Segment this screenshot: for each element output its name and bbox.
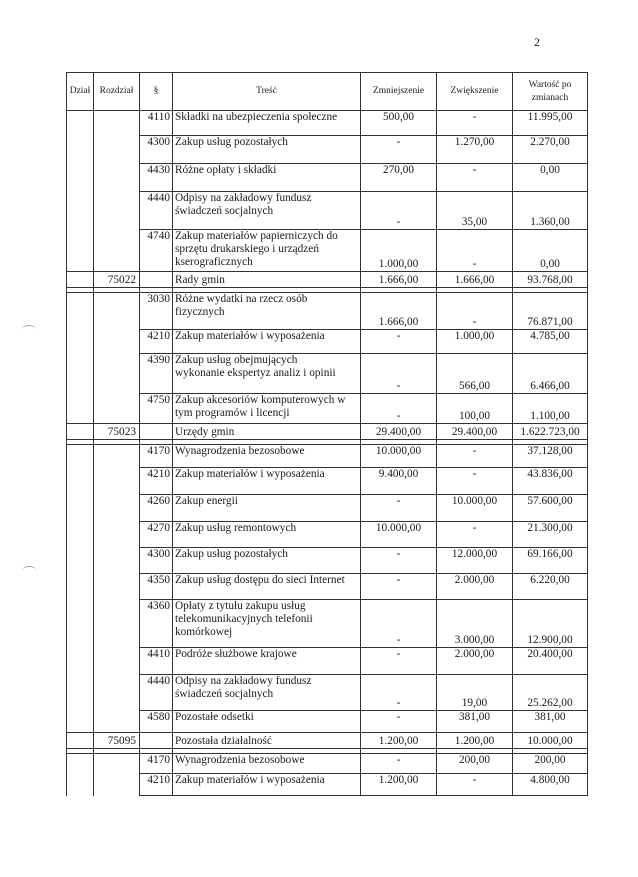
description-line: Zakup energii — [175, 495, 238, 507]
rozdzial-cell — [94, 111, 140, 136]
header-paragraf: § — [140, 73, 173, 111]
description-cell — [173, 424, 361, 440]
dzial-cell — [67, 164, 94, 192]
header-dzial: Dział — [67, 73, 94, 111]
zmniejszenie-cell: - — [361, 330, 437, 354]
description-cell — [173, 272, 361, 288]
paragraf-cell: 4440 — [140, 675, 173, 711]
rozdzial-cell — [94, 774, 140, 796]
description-cell — [173, 600, 361, 648]
description-cell — [173, 495, 361, 522]
table-row — [67, 354, 588, 394]
rozdzial-cell: 75022 — [94, 272, 140, 288]
header-zwiekszenie: Zwiększenie — [437, 73, 513, 111]
zwiekszenie-cell: 12.000,00 — [437, 548, 513, 574]
dzial-cell — [67, 733, 94, 749]
zwiekszenie-cell: 19,00 — [437, 675, 513, 711]
description-cell — [173, 648, 361, 675]
zwiekszenie-cell: - — [437, 445, 513, 468]
description-cell — [173, 754, 361, 774]
description-cell — [173, 230, 361, 272]
wartosc-cell: 25.262,00 — [513, 675, 588, 711]
description-line: Różne opłaty i składki — [175, 164, 277, 176]
description-line: Opłaty z tytułu zakupu usług — [175, 600, 306, 612]
description-line: Zakup materiałów i wyposażenia — [175, 330, 325, 342]
description-cell — [173, 574, 361, 600]
wartosc-cell: 76.871,00 — [513, 293, 588, 330]
zwiekszenie-cell: - — [437, 164, 513, 192]
rozdzial-cell — [94, 445, 140, 468]
zmniejszenie-cell: - — [361, 574, 437, 600]
description-cell — [173, 522, 361, 548]
header-wartosc: Wartość po zmianach — [513, 73, 588, 111]
description-cell — [173, 192, 361, 230]
description-line: telekomunikacyjnych telefonii — [175, 613, 313, 625]
zmniejszenie-cell: 500,00 — [361, 111, 437, 136]
zwiekszenie-cell: 2.000,00 — [437, 648, 513, 675]
description-line: Zakup materiałów i wyposażenia — [175, 774, 325, 786]
rozdzial-cell — [94, 192, 140, 230]
description-line: Urzędy gmin — [175, 426, 235, 438]
description-line: komórkowej — [175, 626, 233, 638]
dzial-cell — [67, 648, 94, 675]
zwiekszenie-cell: 1.000,00 — [437, 330, 513, 354]
wartosc-cell: 381,00 — [513, 711, 588, 733]
dzial-cell — [67, 754, 94, 774]
rozdzial-cell — [94, 330, 140, 354]
paragraf-cell: 4110 — [140, 111, 173, 136]
dzial-cell — [67, 111, 94, 136]
zwiekszenie-cell: 1.200,00 — [437, 733, 513, 749]
wartosc-cell: 11.995,00 — [513, 111, 588, 136]
chapter-summary-row — [67, 733, 588, 749]
rozdzial-cell — [94, 754, 140, 774]
description-line: Różne wydatki na rzecz osób — [175, 293, 308, 305]
zmniejszenie-cell: 1.666,00 — [361, 293, 437, 330]
zmniejszenie-cell: - — [361, 675, 437, 711]
zwiekszenie-cell: - — [437, 774, 513, 796]
description-line: Zakup akcesoriów komputerowych w — [175, 394, 346, 406]
wartosc-cell: 93.768,00 — [513, 272, 588, 288]
rozdzial-cell — [94, 495, 140, 522]
description-cell — [173, 733, 361, 749]
description-line: Zakup usług pozostałych — [175, 548, 288, 560]
wartosc-cell: 6.220,00 — [513, 574, 588, 600]
description-line: Pozostała działalność — [175, 735, 272, 747]
zwiekszenie-cell: - — [437, 468, 513, 495]
description-line: wykonanie ekspertyz analiz i opinii — [175, 367, 336, 379]
zmniejszenie-cell: 1.000,00 — [361, 230, 437, 272]
paragraf-cell: 4170 — [140, 445, 173, 468]
zwiekszenie-cell: 35,00 — [437, 192, 513, 230]
table-row — [67, 600, 588, 648]
description-cell — [173, 774, 361, 796]
dzial-cell — [67, 330, 94, 354]
description-line: Zakup usług pozostałych — [175, 136, 288, 148]
description-line: świadczeń socjalnych — [175, 205, 274, 217]
description-cell — [173, 330, 361, 354]
paragraf-cell: 4410 — [140, 648, 173, 675]
table-row — [67, 774, 588, 796]
chapter-summary-row — [67, 272, 588, 288]
zwiekszenie-cell: - — [437, 230, 513, 272]
wartosc-cell: 21.300,00 — [513, 522, 588, 548]
wartosc-cell: 37.128,00 — [513, 445, 588, 468]
paragraf-cell: 4750 — [140, 394, 173, 424]
description-line: świadczeń socjalnych — [175, 688, 274, 700]
table-body — [67, 111, 588, 796]
zmniejszenie-cell: - — [361, 354, 437, 394]
description-line: fizycznych — [175, 306, 225, 318]
zwiekszenie-cell: 1.666,00 — [437, 272, 513, 288]
scan-mark — [22, 325, 36, 334]
rozdzial-cell — [94, 574, 140, 600]
zmniejszenie-cell: 1.200,00 — [361, 774, 437, 796]
wartosc-cell: 0,00 — [513, 164, 588, 192]
zmniejszenie-cell: 9.400,00 — [361, 468, 437, 495]
description-line: Zakup materiałów papierniczych do — [175, 230, 338, 242]
dzial-cell — [67, 548, 94, 574]
wartosc-cell: 1.100,00 — [513, 394, 588, 424]
zwiekszenie-cell: - — [437, 293, 513, 330]
zmniejszenie-cell: - — [361, 600, 437, 648]
zmniejszenie-cell: 1.666,00 — [361, 272, 437, 288]
dzial-cell — [67, 774, 94, 796]
rozdzial-cell — [94, 293, 140, 330]
budget-table — [66, 72, 588, 796]
zmniejszenie-cell: 29.400,00 — [361, 424, 437, 440]
table-row — [67, 754, 588, 774]
paragraf-cell: 4210 — [140, 330, 173, 354]
header-tresc: Treść — [173, 73, 361, 111]
wartosc-cell: 57.600,00 — [513, 495, 588, 522]
description-line: Podróże służbowe krajowe — [175, 648, 297, 660]
table-row — [67, 522, 588, 548]
dzial-cell — [67, 468, 94, 495]
rozdzial-cell — [94, 548, 140, 574]
description-line: Wynagrodzenia bezosobowe — [175, 445, 305, 457]
table-row — [67, 468, 588, 495]
rozdzial-cell — [94, 468, 140, 495]
dzial-cell — [67, 272, 94, 288]
zwiekszenie-cell: 381,00 — [437, 711, 513, 733]
paragraf-cell: 4430 — [140, 164, 173, 192]
zmniejszenie-cell: - — [361, 495, 437, 522]
zmniejszenie-cell: - — [361, 754, 437, 774]
chapter-summary-row — [67, 424, 588, 440]
wartosc-cell: 0,00 — [513, 230, 588, 272]
zmniejszenie-cell: - — [361, 394, 437, 424]
zmniejszenie-cell: 10.000,00 — [361, 522, 437, 548]
description-line: Odpisy na zakładowy fundusz — [175, 675, 312, 687]
description-line: tym programów i licencji — [175, 407, 290, 419]
paragraf-cell — [140, 733, 173, 749]
wartosc-cell: 6.466,00 — [513, 354, 588, 394]
dzial-cell — [67, 424, 94, 440]
rozdzial-cell — [94, 164, 140, 192]
table-row — [67, 164, 588, 192]
table-row — [67, 394, 588, 424]
zwiekszenie-cell: 3.000,00 — [437, 600, 513, 648]
description-line: sprzętu drukarskiego i urządzeń — [175, 243, 319, 255]
description-cell — [173, 111, 361, 136]
zwiekszenie-cell: 1.270,00 — [437, 136, 513, 164]
table-row — [67, 293, 588, 330]
table-row — [67, 445, 588, 468]
zwiekszenie-cell: 200,00 — [437, 754, 513, 774]
zmniejszenie-cell: 10.000,00 — [361, 445, 437, 468]
description-cell — [173, 711, 361, 733]
description-line: Składki na ubezpieczenia społeczne — [175, 111, 338, 123]
description-line: Zakup usług remontowych — [175, 522, 297, 534]
table-row — [67, 330, 588, 354]
description-cell — [173, 354, 361, 394]
page-number: 2 — [534, 35, 540, 49]
table-row — [67, 548, 588, 574]
zmniejszenie-cell: - — [361, 711, 437, 733]
table-row — [67, 192, 588, 230]
wartosc-cell: 12.900,00 — [513, 600, 588, 648]
zmniejszenie-cell: - — [361, 136, 437, 164]
zmniejszenie-cell: 1.200,00 — [361, 733, 437, 749]
wartosc-cell: 4.800,00 — [513, 774, 588, 796]
scan-mark — [22, 566, 36, 575]
description-cell — [173, 445, 361, 468]
zmniejszenie-cell: - — [361, 192, 437, 230]
dzial-cell — [67, 192, 94, 230]
zmniejszenie-cell: - — [361, 548, 437, 574]
wartosc-cell: 4.785,00 — [513, 330, 588, 354]
description-cell — [173, 293, 361, 330]
description-cell — [173, 675, 361, 711]
paragraf-cell — [140, 272, 173, 288]
description-line: Zakup materiałów i wyposażenia — [175, 468, 325, 480]
zmniejszenie-cell: - — [361, 648, 437, 675]
rozdzial-cell — [94, 675, 140, 711]
paragraf-cell: 4210 — [140, 468, 173, 495]
zwiekszenie-cell: 2.000,00 — [437, 574, 513, 600]
table-row — [67, 230, 588, 272]
paragraf-cell: 4170 — [140, 754, 173, 774]
description-line: Zakup usług dostępu do sieci Internet — [175, 574, 345, 586]
zwiekszenie-cell: - — [437, 522, 513, 548]
zwiekszenie-cell: 100,00 — [437, 394, 513, 424]
paragraf-cell: 4360 — [140, 600, 173, 648]
paragraf-cell: 4440 — [140, 192, 173, 230]
dzial-cell — [67, 394, 94, 424]
paragraf-cell: 4300 — [140, 136, 173, 164]
table-row — [67, 711, 588, 733]
paragraf-cell: 4270 — [140, 522, 173, 548]
zmniejszenie-cell: 270,00 — [361, 164, 437, 192]
rozdzial-cell — [94, 136, 140, 164]
table-header-row — [67, 73, 588, 111]
paragraf-cell: 4740 — [140, 230, 173, 272]
table-row — [67, 495, 588, 522]
dzial-cell — [67, 445, 94, 468]
dzial-cell — [67, 675, 94, 711]
rozdzial-cell: 75023 — [94, 424, 140, 440]
rozdzial-cell: 75095 — [94, 733, 140, 749]
dzial-cell — [67, 522, 94, 548]
dzial-cell — [67, 354, 94, 394]
description-cell — [173, 468, 361, 495]
dzial-cell — [67, 711, 94, 733]
description-cell — [173, 548, 361, 574]
description-line: Pozostałe odsetki — [175, 711, 254, 723]
rozdzial-cell — [94, 600, 140, 648]
paragraf-cell: 4390 — [140, 354, 173, 394]
paragraf-cell: 3030 — [140, 293, 173, 330]
paragraf-cell — [140, 424, 173, 440]
wartosc-cell: 200,00 — [513, 754, 588, 774]
description-line: Zakup usług obejmujących — [175, 354, 298, 366]
description-line: kserograficznych — [175, 256, 253, 268]
dzial-cell — [67, 230, 94, 272]
table-row — [67, 648, 588, 675]
wartosc-cell: 1.622.723,00 — [513, 424, 588, 440]
header-rozdzial: Rozdział — [94, 73, 140, 111]
paragraf-cell: 4580 — [140, 711, 173, 733]
paragraf-cell: 4300 — [140, 548, 173, 574]
description-line: Odpisy na zakładowy fundusz — [175, 192, 312, 204]
description-line: Rady gmin — [175, 274, 225, 286]
paragraf-cell: 4260 — [140, 495, 173, 522]
table-row — [67, 574, 588, 600]
header-zmniejszenie: Zmniejszenie — [361, 73, 437, 111]
dzial-cell — [67, 136, 94, 164]
description-cell — [173, 164, 361, 192]
wartosc-cell: 1.360,00 — [513, 192, 588, 230]
zwiekszenie-cell: - — [437, 111, 513, 136]
rozdzial-cell — [94, 394, 140, 424]
table-row — [67, 675, 588, 711]
table-row — [67, 111, 588, 136]
zwiekszenie-cell: 566,00 — [437, 354, 513, 394]
wartosc-cell: 10.000,00 — [513, 733, 588, 749]
dzial-cell — [67, 495, 94, 522]
zwiekszenie-cell: 29.400,00 — [437, 424, 513, 440]
description-line: Wynagrodzenia bezosobowe — [175, 754, 305, 766]
paragraf-cell: 4210 — [140, 774, 173, 796]
dzial-cell — [67, 293, 94, 330]
wartosc-cell: 69.166,00 — [513, 548, 588, 574]
table-row — [67, 136, 588, 164]
rozdzial-cell — [94, 354, 140, 394]
dzial-cell — [67, 600, 94, 648]
description-cell — [173, 394, 361, 424]
rozdzial-cell — [94, 230, 140, 272]
wartosc-cell: 20.400,00 — [513, 648, 588, 675]
wartosc-cell: 43.836,00 — [513, 468, 588, 495]
rozdzial-cell — [94, 522, 140, 548]
dzial-cell — [67, 574, 94, 600]
zwiekszenie-cell: 10.000,00 — [437, 495, 513, 522]
paragraf-cell: 4350 — [140, 574, 173, 600]
wartosc-cell: 2.270,00 — [513, 136, 588, 164]
rozdzial-cell — [94, 711, 140, 733]
description-cell — [173, 136, 361, 164]
rozdzial-cell — [94, 648, 140, 675]
